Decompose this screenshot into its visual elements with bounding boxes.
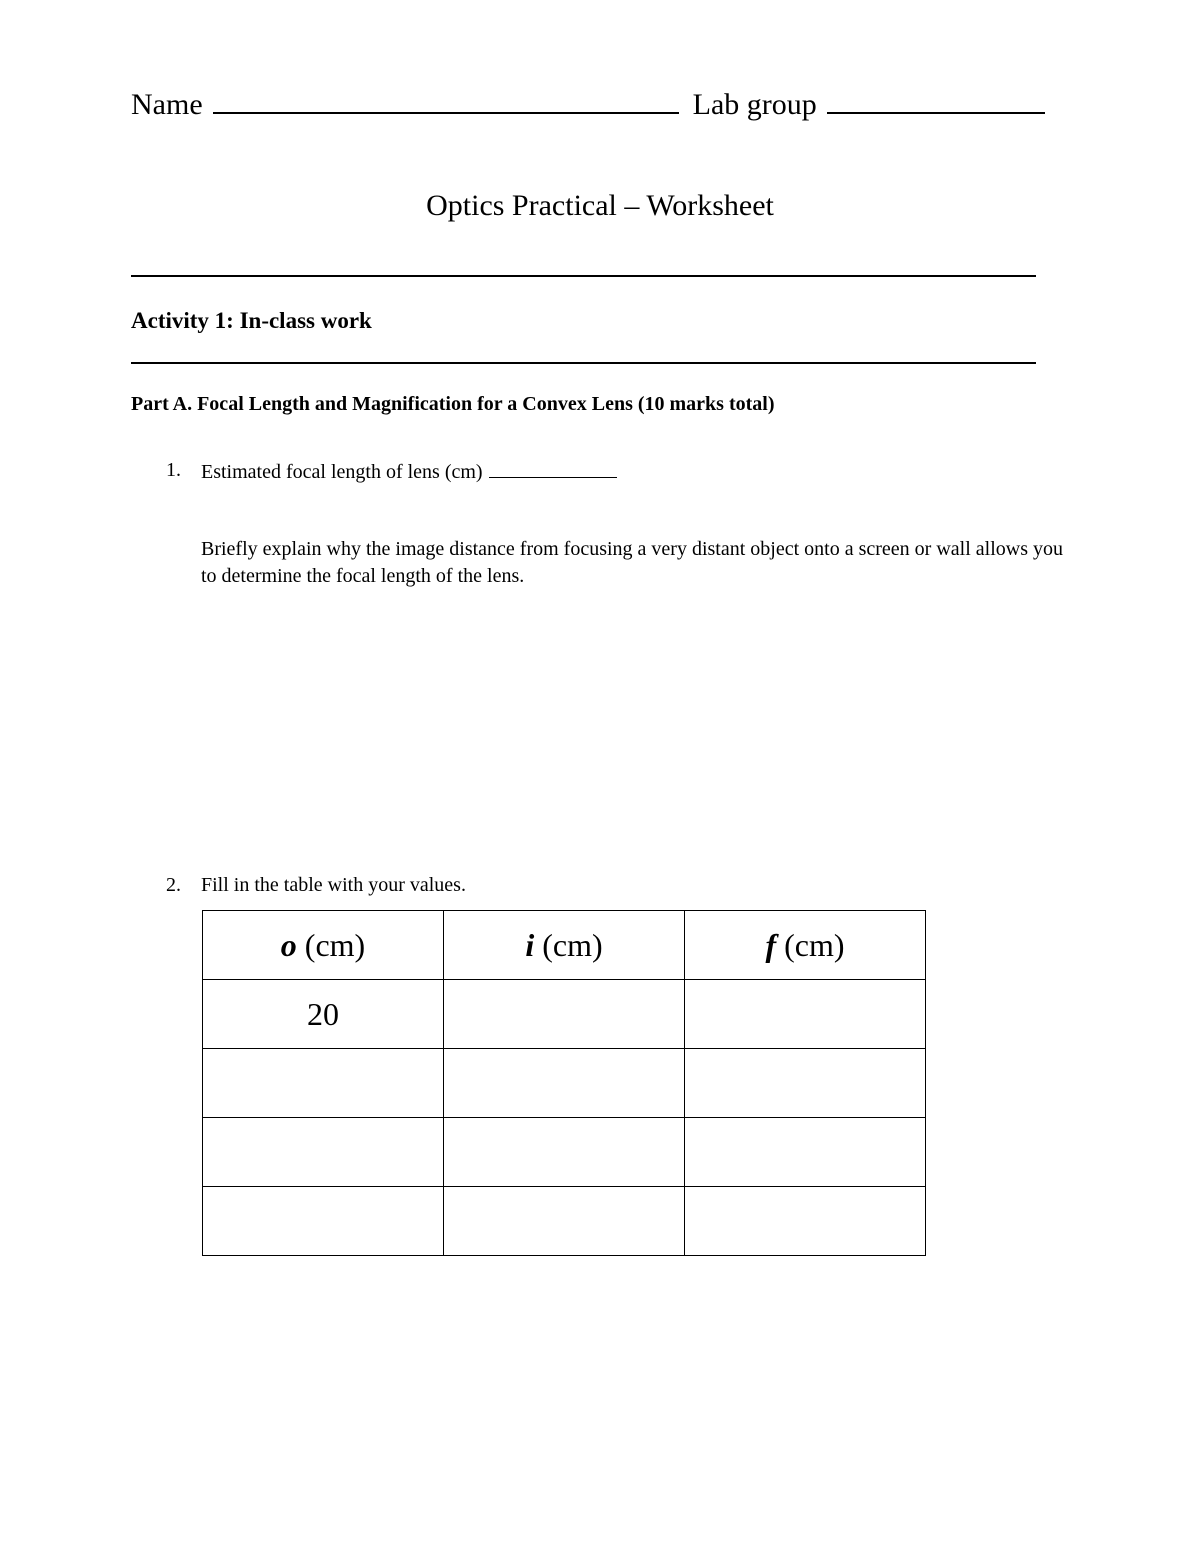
question-1-text: Estimated focal length of lens (cm) xyxy=(201,461,483,483)
table-cell[interactable] xyxy=(685,1118,926,1187)
question-2-number: 2. xyxy=(166,874,181,896)
part-a-heading: Part A. Focal Length and Magnification for a Convex Lens (10 marks total) xyxy=(131,393,775,415)
table-cell[interactable] xyxy=(444,980,685,1049)
object-distance-unit: (cm) xyxy=(304,926,366,963)
question-1-followup: Briefly explain why the image distance from focusing a very distant object onto a screen or wall allows you to determine the focal length of the lens. xyxy=(201,538,1063,587)
table-cell[interactable] xyxy=(685,1187,926,1256)
focal-length-field[interactable] xyxy=(489,459,617,478)
table-row xyxy=(203,1187,926,1256)
table-cell[interactable] xyxy=(203,1187,444,1256)
column-header-focal-length xyxy=(685,911,926,980)
column-header-object-distance xyxy=(203,911,444,980)
page-title: Optics Practical – Worksheet xyxy=(426,189,774,222)
table-cell[interactable] xyxy=(685,980,926,1049)
divider-activity xyxy=(131,362,1036,364)
activity-heading: Activity 1: In-class work xyxy=(131,308,372,333)
lab-group-label: Lab group xyxy=(692,88,817,121)
question-1-number: 1. xyxy=(166,459,181,481)
table-cell[interactable] xyxy=(685,1049,926,1118)
image-distance-symbol: i xyxy=(525,926,535,963)
focal-length-unit: (cm) xyxy=(784,926,845,963)
column-header-image-distance xyxy=(444,911,685,980)
table-cell[interactable] xyxy=(444,1049,685,1118)
table-cell[interactable] xyxy=(444,1187,685,1256)
focal-length-symbol: f xyxy=(765,926,777,963)
header-line xyxy=(131,88,1045,122)
question-2-text: Fill in the table with your values. xyxy=(201,874,466,896)
name-label: Name xyxy=(131,88,203,121)
table-row xyxy=(203,1049,926,1118)
lab-group-field[interactable] xyxy=(827,88,1045,114)
table-row xyxy=(203,980,926,1049)
table-cell[interactable]: 20 xyxy=(203,980,444,1049)
divider-top xyxy=(131,275,1036,277)
name-field[interactable] xyxy=(213,88,679,114)
values-table xyxy=(202,910,926,1256)
object-distance-symbol: o xyxy=(280,926,297,963)
table-cell[interactable] xyxy=(203,1118,444,1187)
table-header-row xyxy=(203,911,926,980)
table-row xyxy=(203,1118,926,1187)
image-distance-unit: (cm) xyxy=(542,926,603,963)
question-1-line xyxy=(201,459,617,484)
table-cell[interactable] xyxy=(203,1049,444,1118)
table-cell[interactable] xyxy=(444,1118,685,1187)
